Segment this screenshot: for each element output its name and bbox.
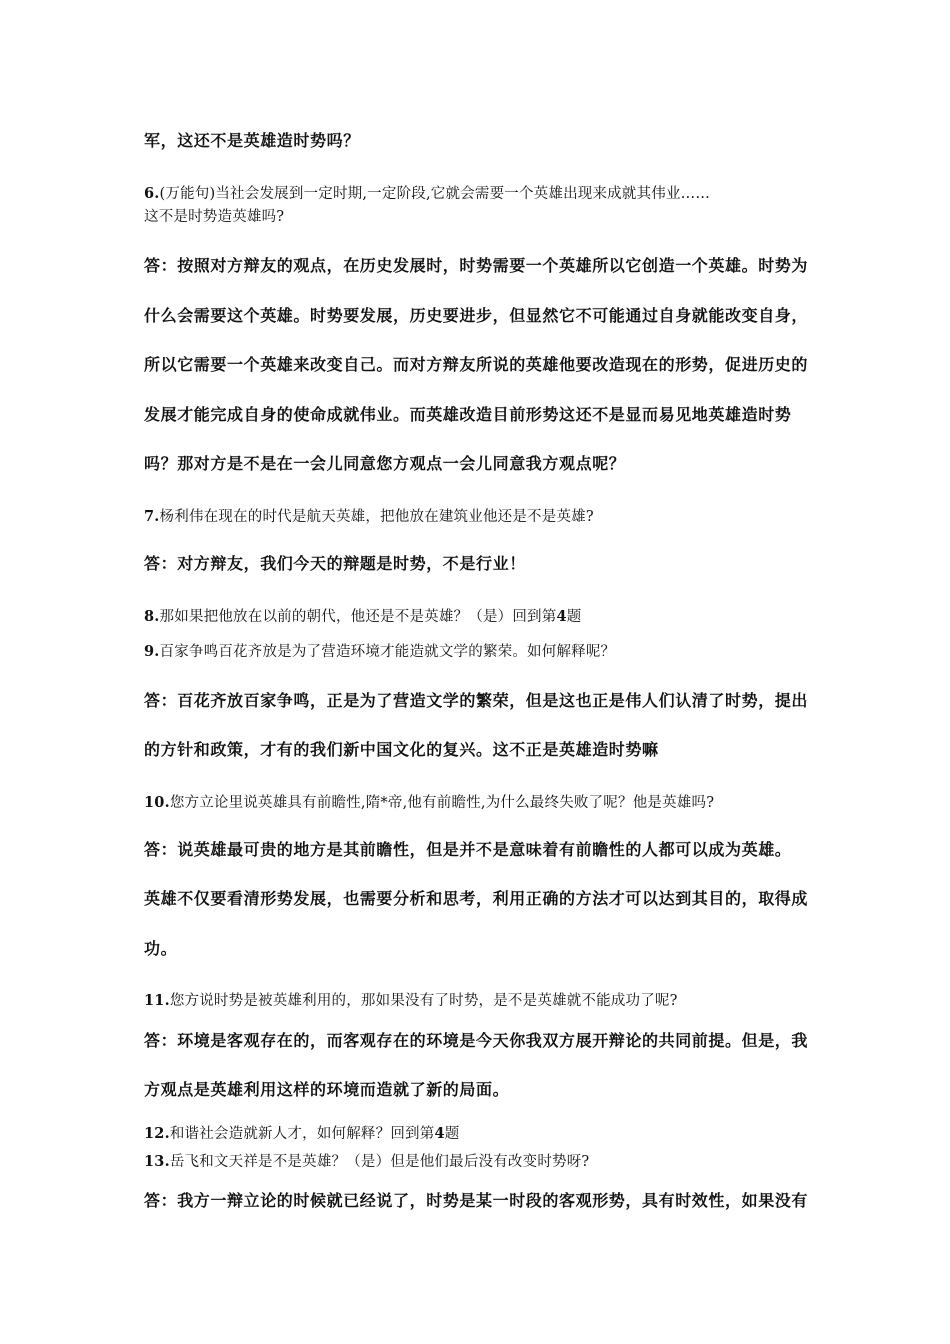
answer-line: 答：我方一辩立论的时候就已经说了，时势是某一时段的客观形势，具有时效性，如果没有: [144, 1191, 809, 1210]
answer-line: 的方针和政策，才有的我们新中国文化的复兴。这不正是英雄造时势嘛: [144, 740, 659, 759]
question-number: 11.: [144, 992, 170, 1009]
answer-line: 答：百花齐放百家争鸣，正是为了营造文学的繁荣，但是这也正是伟人们认清了时势，提出: [144, 691, 809, 710]
question-11: [144, 989, 678, 1010]
answer-line: 所以它需要一个英雄来改变自己。而对方辩友所说的英雄他要改造现在的形势，促进历史的: [144, 355, 809, 374]
question-9: [144, 640, 615, 661]
question-ref-number: 4: [434, 1125, 445, 1142]
question-text: 百家争鸣百花齐放是为了营造环境才能造就文学的繁荣。如何解释呢？: [159, 644, 616, 660]
question-number: 8.: [144, 608, 160, 625]
question-text: 您方立论里说英雄具有前瞻性,隋*帝,他有前瞻性,为什么最终失败了呢？他是英雄吗?: [169, 795, 715, 811]
question-text: 杨利伟在现在的时代是航天英雄，把他放在建筑业他还是不是英雄?: [159, 509, 594, 525]
answer-line: 吗？那对方是不是在一会儿同意您方观点一会儿同意我方观点呢？: [144, 454, 626, 473]
question-7: [144, 505, 594, 526]
question-number: 13.: [144, 1153, 170, 1170]
answer-line: 答：对方辩友，我们今天的辩题是时势，不是行业！: [144, 554, 526, 573]
question-number: 6.: [144, 185, 160, 202]
question-12: [144, 1122, 459, 1143]
answer-line: 什么会需要这个英雄。时势要发展，历史要进步，但显然它不可能通过自身就能改变自身，: [144, 306, 809, 325]
question-number: 10.: [144, 794, 170, 811]
question-ref-number: 4: [556, 608, 567, 625]
question-number: 9.: [144, 643, 160, 660]
question-10: [144, 791, 714, 812]
question-text: 那如果把他放在以前的朝代，他还是不是英雄？（是）回到第: [159, 609, 557, 625]
question-6-continued: 这不是时势造英雄吗?: [144, 209, 285, 225]
answer-line: 答：环境是客观存在的，而客观存在的环境是今天你我双方展开辩论的共同前提。但是，我: [144, 1031, 809, 1050]
answer-line: 英雄不仅要看清形势发展，也需要分析和思考，利用正确的方法才可以达到其目的，取得成: [144, 889, 809, 908]
question-number: 7.: [144, 508, 160, 525]
answer-line: 军，这还不是英雄造时势吗？: [144, 131, 360, 150]
question-6: [144, 182, 710, 203]
answer-line: 方观点是英雄利用这样的环境而造就了新的局面。: [144, 1080, 510, 1099]
question-text: 您方说时势是被英雄利用的，那如果没有了时势，是不是英雄就不能成功了呢?: [169, 993, 678, 1009]
question-text-tail: 题: [444, 1126, 460, 1142]
question-number: 12.: [144, 1125, 170, 1142]
question-8: [144, 605, 581, 626]
question-text: 和谐社会造就新人才，如何解释？回到第: [169, 1126, 435, 1142]
answer-line: 功。: [144, 939, 178, 958]
answer-line: 答：按照对方辩友的观点，在历史发展时，时势需要一个英雄所以它创造一个英雄。时势为: [144, 256, 809, 275]
question-text: (万能句)当社会发展到一定时期,一定阶段,它就会需要一个英雄出现来成就其伟业……: [159, 186, 711, 202]
question-text-tail: 题: [566, 609, 582, 625]
question-text: 岳飞和文天祥是不是英雄？（是）但是他们最后没有改变时势呀?: [169, 1154, 590, 1170]
question-13: [144, 1150, 589, 1171]
answer-line: 发展才能完成自身的使命成就伟业。而英雄改造目前形势这还不是显而易见地英雄造时势: [144, 405, 792, 424]
answer-line: 答：说英雄最可贵的地方是其前瞻性，但是并不是意味着有前瞻性的人都可以成为英雄。: [144, 840, 792, 859]
